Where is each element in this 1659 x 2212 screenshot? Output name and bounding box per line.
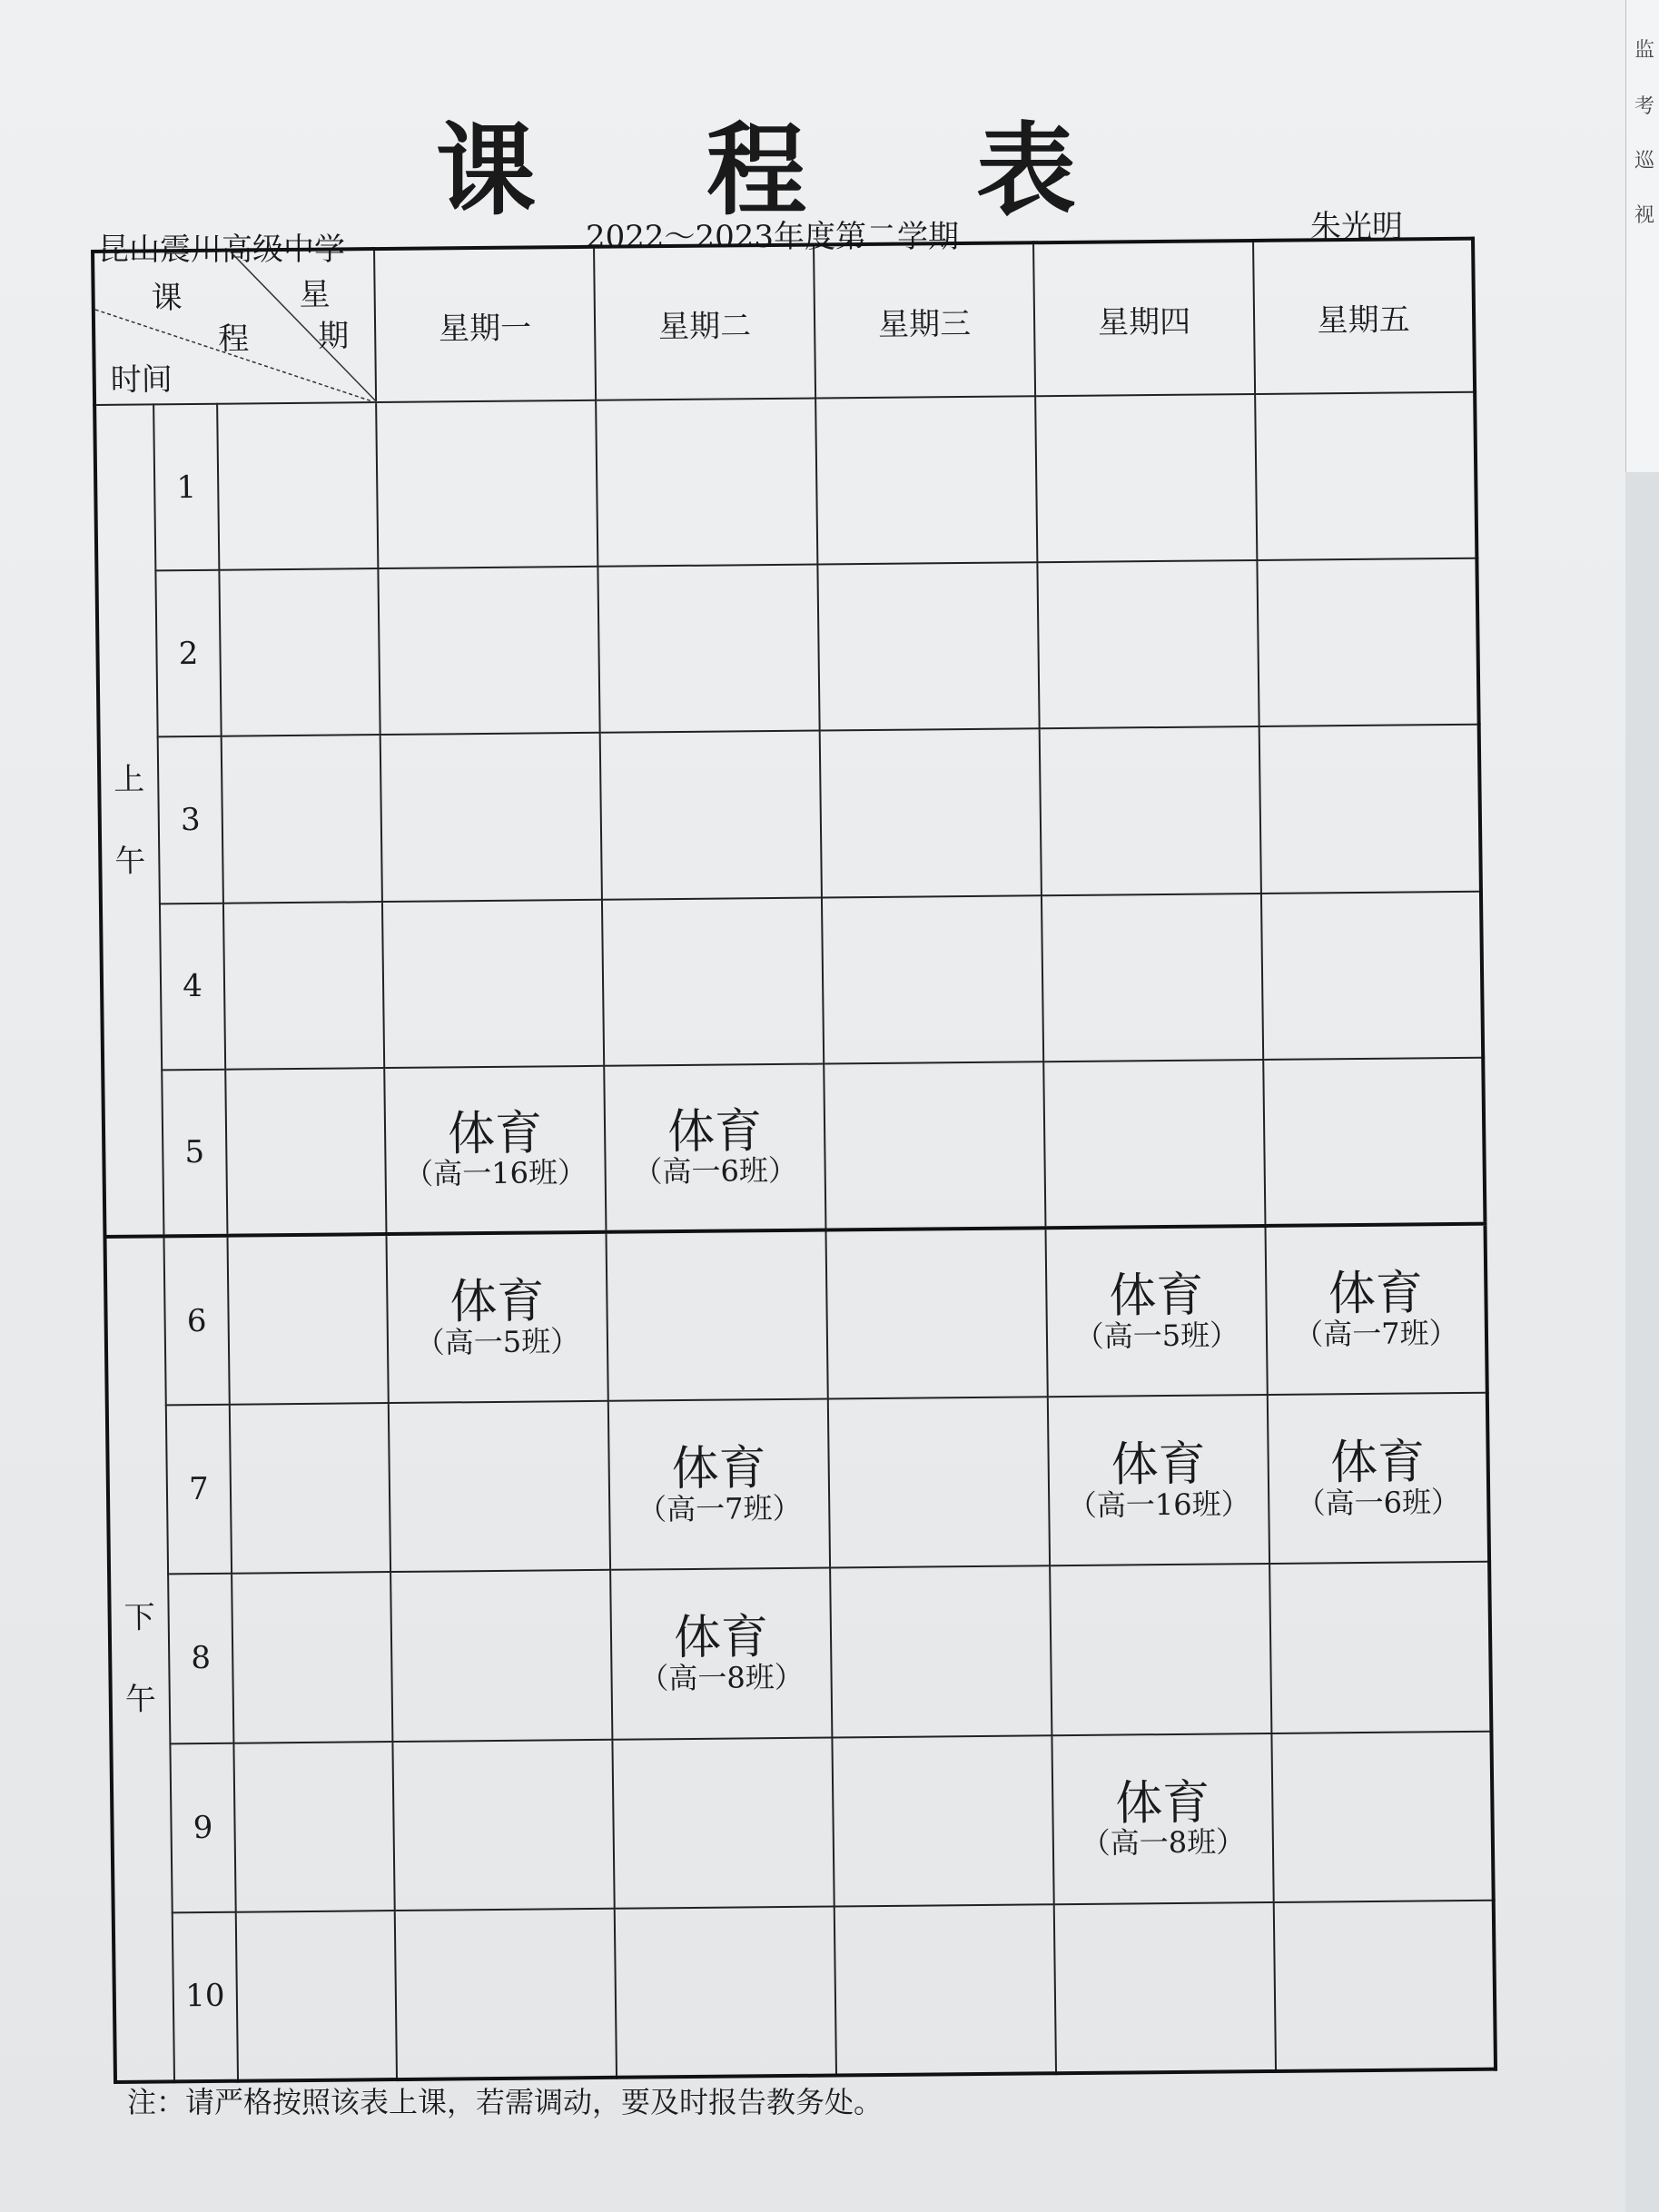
side-text-char: 视 <box>1634 204 1655 227</box>
course-cell <box>610 1568 832 1739</box>
course-name: 体育 <box>449 1274 545 1330</box>
slot-cell <box>828 1397 1050 1567</box>
course-class: （高一7班） <box>1294 1316 1458 1352</box>
header-row <box>93 239 1475 405</box>
side-text-char: 监 <box>1634 39 1655 62</box>
period-number: 3 <box>158 736 223 904</box>
course-cell <box>608 1399 830 1570</box>
period-time-cell <box>230 1403 390 1574</box>
course-cell <box>1052 1733 1273 1903</box>
period-row <box>114 1900 1496 2082</box>
period-row <box>107 1393 1489 1575</box>
page-title-char: 课 <box>436 113 536 229</box>
adjacent-page <box>1625 0 1659 472</box>
course-class: （高一5班） <box>415 1324 580 1360</box>
slot-cell <box>596 399 817 567</box>
period-number: 2 <box>155 570 221 737</box>
slot-cell <box>1271 1731 1493 1901</box>
course-name: 体育 <box>671 1441 767 1497</box>
afternoon-label: 下 午 <box>104 1236 174 2082</box>
slot-cell <box>390 1570 612 1741</box>
timetable-grid <box>91 237 1497 2084</box>
slot-cell <box>1042 894 1263 1062</box>
slot-cell <box>380 733 602 901</box>
course-cell <box>386 1232 607 1403</box>
period-time-cell <box>222 735 382 903</box>
period-time-cell <box>219 568 380 736</box>
slot-cell <box>820 729 1042 897</box>
day-header-fri: 星期五 <box>1253 239 1475 394</box>
slot-cell <box>1274 1900 1496 2071</box>
period-number: 6 <box>163 1236 229 1406</box>
slot-cell <box>1043 1060 1265 1228</box>
period-number: 9 <box>170 1743 235 1912</box>
slot-cell <box>597 565 819 733</box>
slot-cell <box>834 1904 1056 2076</box>
course-name: 体育 <box>1329 1435 1426 1491</box>
course-class: （高一5班） <box>1074 1318 1239 1354</box>
term-label: 2022～2023年度第二学期 <box>586 219 960 255</box>
slot-cell <box>1037 560 1259 728</box>
slot-cell <box>1269 1562 1491 1733</box>
course-name: 体育 <box>667 1103 763 1160</box>
day-header-wed: 星期三 <box>814 242 1035 398</box>
period-number: 7 <box>166 1405 232 1575</box>
slot-cell <box>389 1401 610 1572</box>
slot-cell <box>824 1062 1045 1229</box>
slot-cell <box>1257 558 1478 726</box>
course-class: （高一16班） <box>404 1155 588 1192</box>
slot-cell <box>832 1735 1053 1906</box>
period-number: 10 <box>173 1911 238 2081</box>
slot-cell <box>1050 1564 1271 1734</box>
slot-cell <box>376 400 597 568</box>
page-title-char: 表 <box>976 113 1076 229</box>
day-header-mon: 星期一 <box>374 247 596 402</box>
slot-cell <box>825 1228 1047 1398</box>
slot-cell <box>395 1908 617 2079</box>
period-row <box>101 891 1483 1070</box>
day-header-tue: 星期二 <box>594 245 815 400</box>
course-cell <box>1268 1393 1489 1564</box>
period-time-cell <box>227 1234 388 1405</box>
period-time-cell <box>236 1911 397 2081</box>
slot-cell <box>602 897 824 1065</box>
period-row <box>103 1057 1485 1236</box>
slot-cell <box>615 1906 836 2078</box>
slot-cell <box>1259 725 1481 893</box>
period-number: 4 <box>160 903 225 1070</box>
course-cell <box>1048 1395 1269 1565</box>
corner-course-bottom: 程 <box>217 321 250 358</box>
school-name: 昆山震川高级中学 <box>98 232 345 268</box>
course-cell <box>1045 1226 1267 1397</box>
period-number: 1 <box>153 404 219 571</box>
slot-cell <box>600 731 822 899</box>
period-row <box>96 558 1478 737</box>
slot-cell <box>1040 726 1261 894</box>
day-header-thu: 星期四 <box>1033 241 1255 396</box>
period-row <box>104 1224 1486 1406</box>
period-time-cell <box>232 1572 392 1743</box>
corner-week-top: 星 <box>299 276 331 313</box>
course-class: （高一16班） <box>1067 1486 1250 1523</box>
course-class: （高一6班） <box>633 1153 798 1190</box>
course-name: 体育 <box>1328 1266 1424 1322</box>
slot-cell <box>392 1739 614 1910</box>
footnote: 注：请严格按照该表上课，若需调动，要及时报告教务处。 <box>127 2085 884 2119</box>
period-time-cell <box>225 1068 386 1236</box>
period-number: 8 <box>168 1574 233 1743</box>
course-name: 体育 <box>673 1610 769 1666</box>
slot-cell <box>815 396 1037 564</box>
course-name: 体育 <box>447 1106 543 1162</box>
period-time-cell <box>233 1742 394 1912</box>
slot-cell <box>606 1229 827 1400</box>
corner-time: 时间 <box>110 361 173 399</box>
timetable <box>91 237 1494 2084</box>
course-class: （高一6班） <box>1296 1484 1461 1521</box>
morning-label: 上 午 <box>94 404 163 1236</box>
course-class: （高一7班） <box>637 1490 802 1527</box>
course-class: （高一8班） <box>639 1659 805 1696</box>
slot-cell <box>378 567 599 735</box>
slot-cell <box>817 562 1039 730</box>
teacher-name: 朱光明 <box>1310 209 1403 245</box>
period-row <box>94 392 1476 571</box>
period-number: 5 <box>162 1069 227 1236</box>
course-name: 体育 <box>1109 1269 1204 1325</box>
course-class: （高一8班） <box>1081 1824 1246 1861</box>
side-text-char: 巡 <box>1634 150 1655 173</box>
slot-cell <box>822 895 1043 1063</box>
page-title-char: 程 <box>706 113 806 229</box>
course-cell <box>1265 1224 1486 1395</box>
course-name: 体育 <box>1114 1775 1210 1832</box>
slot-cell <box>1035 394 1257 562</box>
side-text-char: 考 <box>1634 95 1655 118</box>
corner-week-bottom: 期 <box>317 318 350 355</box>
corner-course-top: 课 <box>151 280 183 317</box>
period-time-cell <box>217 402 378 570</box>
period-time-cell <box>223 902 384 1070</box>
slot-cell <box>612 1737 834 1908</box>
period-row <box>111 1731 1493 1912</box>
slot-cell <box>382 899 604 1067</box>
period-row <box>99 725 1481 904</box>
course-name: 体育 <box>1111 1437 1207 1493</box>
course-cell <box>604 1063 825 1231</box>
slot-cell <box>1054 1902 1276 2074</box>
course-cell <box>384 1066 606 1234</box>
slot-cell <box>1263 1057 1485 1225</box>
slot-cell <box>1261 891 1483 1059</box>
corner-header-cell <box>93 249 376 405</box>
period-row <box>109 1562 1491 1743</box>
slot-cell <box>830 1566 1052 1737</box>
slot-cell <box>1255 392 1476 560</box>
